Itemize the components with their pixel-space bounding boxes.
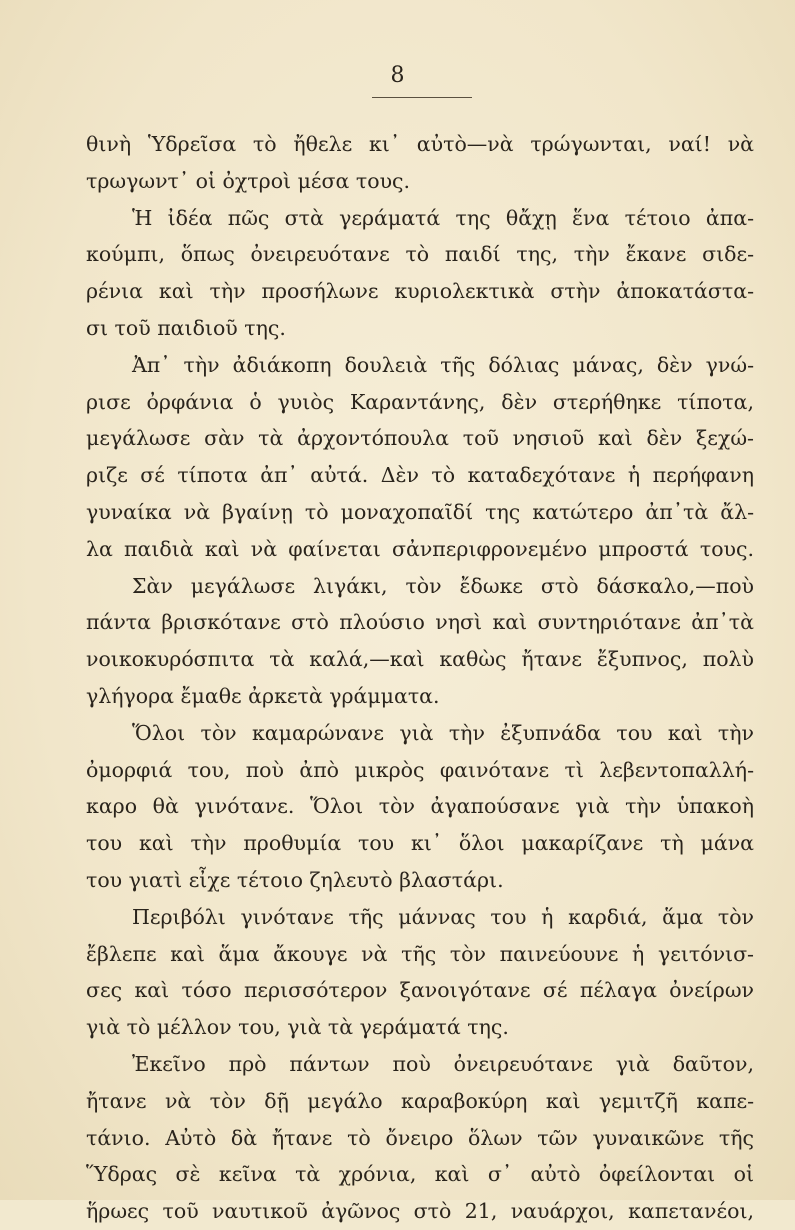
text-line: νοικοκυρόσπιτα τὰ καλά,—καὶ καθὼς ἤτανε ἔξυπνος, πολὺ xyxy=(86,647,754,672)
text-line: ἔβλεπε καὶ ἅμα ἄκουγε νὰ τῆς τὸν παινεύουνε ἡ γειτόνισ- xyxy=(86,941,754,966)
text-line: Σὰν μεγάλωσε λιγάκι, τὸν ἔδωκε στὸ δάσκαλο,—ποὺ xyxy=(132,573,754,598)
text-line: ριζε σέ τίποτα ἀπ᾿ αὐτά. Δὲν τὸ καταδεχότανε ἡ περήφανη xyxy=(86,463,754,488)
text-line: πάντα βρισκότανε στὸ πλούσιο νησὶ καὶ συντηριότανε ἀπ᾿τὰ xyxy=(86,610,754,635)
text-line: μεγάλωσε σὰν τὰ ἀρχοντόπουλα τοῦ νησιοῦ καὶ δὲν ξεχώ- xyxy=(86,426,754,451)
text-line: θινὴ Ὑδρεῖσα τὸ ἤθελε κι᾿ αὐτὸ—νὰ τρώγωνται, ναί! νὰ xyxy=(86,132,754,156)
text-line: τρωγωντ᾿ οἱ ὀχτροὶ μέσα τους. xyxy=(86,168,411,193)
text-line: ρισε ὀρφάνια ὁ γυιὸς Καραντάνης, δὲν στερήθηκε τίποτα, xyxy=(86,389,754,414)
text-line: ρένια καὶ τὴν προσήλωνε κυριολεκτικὰ στὴν ἀποκατάστα- xyxy=(86,279,754,304)
text-line: Ἐκεῖνο πρὸ πάντων ποὺ ὀνειρευότανε γιὰ δαῦτον, xyxy=(132,1051,754,1076)
text-line: ἤτανε νὰ τὸν δῇ μεγάλο καραβοκύρη καὶ γεμιτζῆ καπε- xyxy=(86,1088,754,1113)
text-line: γυναίκα νὰ βγαίνῃ τὸ μοναχοπαῖδί της κατώτερο ἀπ᾿τὰ ἄλ- xyxy=(86,499,754,524)
text-line: σες καὶ τόσο περισσότερον ξανοιγότανε σέ πέλαγα ὀνείρων xyxy=(86,978,754,1003)
text-line: ὀμορφιά του, ποὺ ἀπὸ μικρὸς φαινότανε τὶ λεβεντοπαλλή- xyxy=(86,757,754,782)
text-line: Ὕδρας σὲ κεῖνα τὰ χρόνια, καὶ σ᾿ αὐτὸ ὀφείλονται οἱ xyxy=(86,1162,754,1187)
text-line: κούμπι, ὅπως ὀνειρευότανε τὸ παιδί της, τὴν ἔκανε σιδε- xyxy=(86,242,754,267)
header-rule xyxy=(372,97,472,98)
text-line: καρο θὰ γινότανε. Ὅλοι τὸν ἀγαπούσανε γιὰ τὴν ὑπακοὴ xyxy=(86,794,754,819)
text-line: του καὶ τὴν προθυμία του κι᾿ ὅλοι μακαρίζανε τὴ μάνα xyxy=(86,831,754,856)
text-line: λα παιδιὰ καὶ νὰ φαίνεται σἀνπεριφρονεμένο μπροστά τους. xyxy=(86,536,754,561)
text-line: σι τοῦ παιδιοῦ της. xyxy=(86,315,286,340)
text-line: τάνιο. Αὐτὸ δὰ ἤτανε τὸ ὄνειρο ὅλων τῶν γυναικῶνε τῆς xyxy=(86,1125,754,1150)
body-text xyxy=(86,126,754,1230)
text-line: γιὰ τὸ μέλλον του, γιὰ τὰ γεράματά της. xyxy=(86,1015,509,1040)
page-number: 8 xyxy=(390,63,405,88)
text-line: ἥρωες τοῦ ναυτικοῦ ἀγῶνος στὸ 21, ναυάρχοι, καπετανέοι, xyxy=(86,1199,754,1224)
text-line: γλήγορα ἔμαθε ἀρκετὰ γράμματα. xyxy=(86,683,440,708)
text-line: του γιατὶ εἶχε τέτοιο ζηλευτὸ βλαστάρι. xyxy=(86,867,504,892)
text-line: Περιβόλι γινότανε τῆς μάννας του ἡ καρδιά, ἅμα τὸν xyxy=(132,904,754,929)
text-line: Ἡ ἰδέα πῶς στὰ γεράματά της θἄχῃ ἕνα τέτοιο ἀπα- xyxy=(132,205,754,230)
text-line: Ἀπ᾿ τὴν ἀδιάκοπη δουλειὰ τῆς δόλιας μάνας, δὲν γνώ- xyxy=(132,352,754,377)
text-line: Ὅλοι τὸν καμαρώνανε γιὰ τὴν ἐξυπνάδα του καὶ τὴν xyxy=(132,720,754,745)
